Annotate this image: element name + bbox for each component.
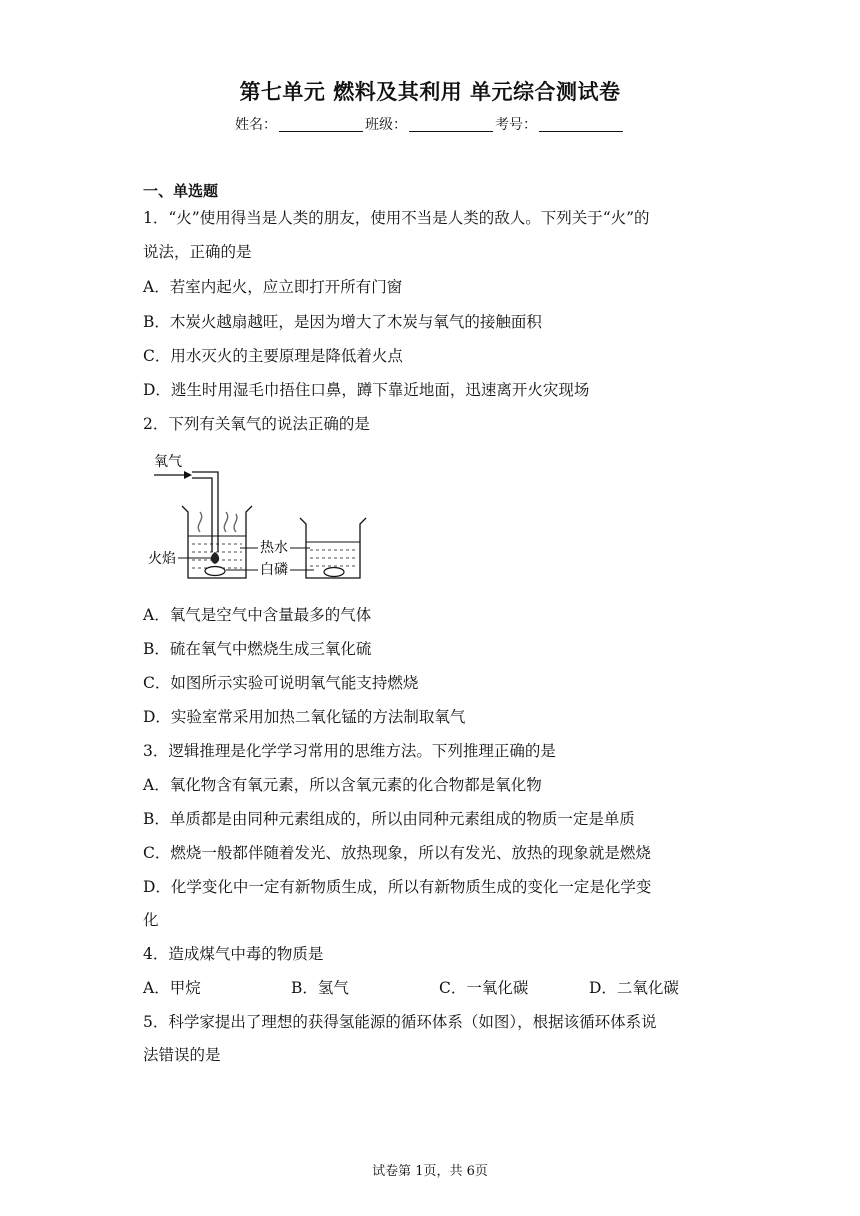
- q1-stem-line2: 说法，正确的是: [143, 243, 252, 261]
- white-phosphorus-left: [205, 567, 225, 576]
- name-blank[interactable]: [279, 117, 363, 132]
- q4-option-d[interactable]: D．二氧化碳: [589, 979, 679, 997]
- q2-option-d[interactable]: D．实验室常采用加热二氧化锰的方法制取氧气: [143, 708, 466, 726]
- name-label: 姓名：: [235, 117, 277, 133]
- exam-no-blank[interactable]: [539, 117, 623, 132]
- q4-options: [143, 976, 723, 998]
- flame-icon: [211, 552, 219, 564]
- section-title: 一、单选题: [143, 182, 219, 200]
- page-title: 第七单元 燃料及其利用 单元综合测试卷: [239, 80, 621, 104]
- q5-stem-line2: 法错误的是: [143, 1046, 221, 1064]
- flame-label: 火焰: [148, 551, 176, 567]
- q2-option-a[interactable]: A．氧气是空气中含量最多的气体: [143, 606, 372, 624]
- q5-stem-line1: 5．科学家提出了理想的获得氢能源的循环体系（如图），根据该循环体系说: [143, 1013, 657, 1031]
- student-info-line: [0, 114, 860, 134]
- q2-option-c[interactable]: C．如图所示实验可说明氧气能支持燃烧: [143, 674, 419, 692]
- q3-stem: 3．逻辑推理是化学学习常用的思维方法。下列推理正确的是: [143, 742, 556, 760]
- q3-option-c[interactable]: C．燃烧一般都伴随着发光、放热现象，所以有发光、放热的现象就是燃烧: [143, 844, 651, 862]
- class-label: 班级：: [365, 117, 407, 133]
- q1-stem-line1: 1．“火”使用得当是人类的朋友，使用不当是人类的敌人。下列关于“火”的: [143, 209, 650, 227]
- q1-option-c[interactable]: C．用水灭火的主要原理是降低着火点: [143, 347, 403, 365]
- q4-option-a[interactable]: A．甲烷: [143, 979, 201, 997]
- exam-no-label: 考号：: [495, 117, 537, 133]
- oxygen-label: 氧气: [154, 454, 182, 470]
- q3-option-d[interactable]: D．化学变化中一定有新物质生成，所以有新物质生成的变化一定是化学变: [143, 878, 652, 896]
- hot-water-label: 热水: [260, 540, 288, 556]
- q4-option-b[interactable]: B．氢气: [291, 979, 349, 997]
- class-blank[interactable]: [409, 117, 493, 132]
- q3-option-a[interactable]: A．氧化物含有氧元素，所以含氧元素的化合物都是氧化物: [143, 776, 542, 794]
- q2-experiment-figure: [148, 448, 368, 583]
- q3-option-b[interactable]: B．单质都是由同种元素组成的，所以由同种元素组成的物质一定是单质: [143, 810, 635, 828]
- white-phosphorus-label: 白磷: [260, 562, 288, 578]
- q4-option-c[interactable]: C．一氧化碳: [439, 979, 529, 997]
- q4-stem: 4．造成煤气中毒的物质是: [143, 945, 324, 963]
- q3-option-d-cont: 化: [143, 911, 159, 929]
- q2-stem: 2．下列有关氧气的说法正确的是: [143, 415, 370, 433]
- q1-option-b[interactable]: B．木炭火越扇越旺，是因为增大了木炭与氧气的接触面积: [143, 313, 542, 331]
- q1-option-d[interactable]: D．逃生时用湿毛巾捂住口鼻，蹲下靠近地面，迅速离开火灾现场: [143, 381, 590, 399]
- oxygen-arrow-head: [184, 471, 192, 479]
- white-phosphorus-right: [324, 568, 344, 577]
- q2-option-b[interactable]: B．硫在氧气中燃烧生成三氧化硫: [143, 640, 372, 658]
- tube-outer: [192, 472, 218, 552]
- page-footer: 试卷第 1页，共 6页: [372, 1164, 488, 1179]
- q1-option-a[interactable]: A．若室内起火，应立即打开所有门窗: [143, 278, 403, 296]
